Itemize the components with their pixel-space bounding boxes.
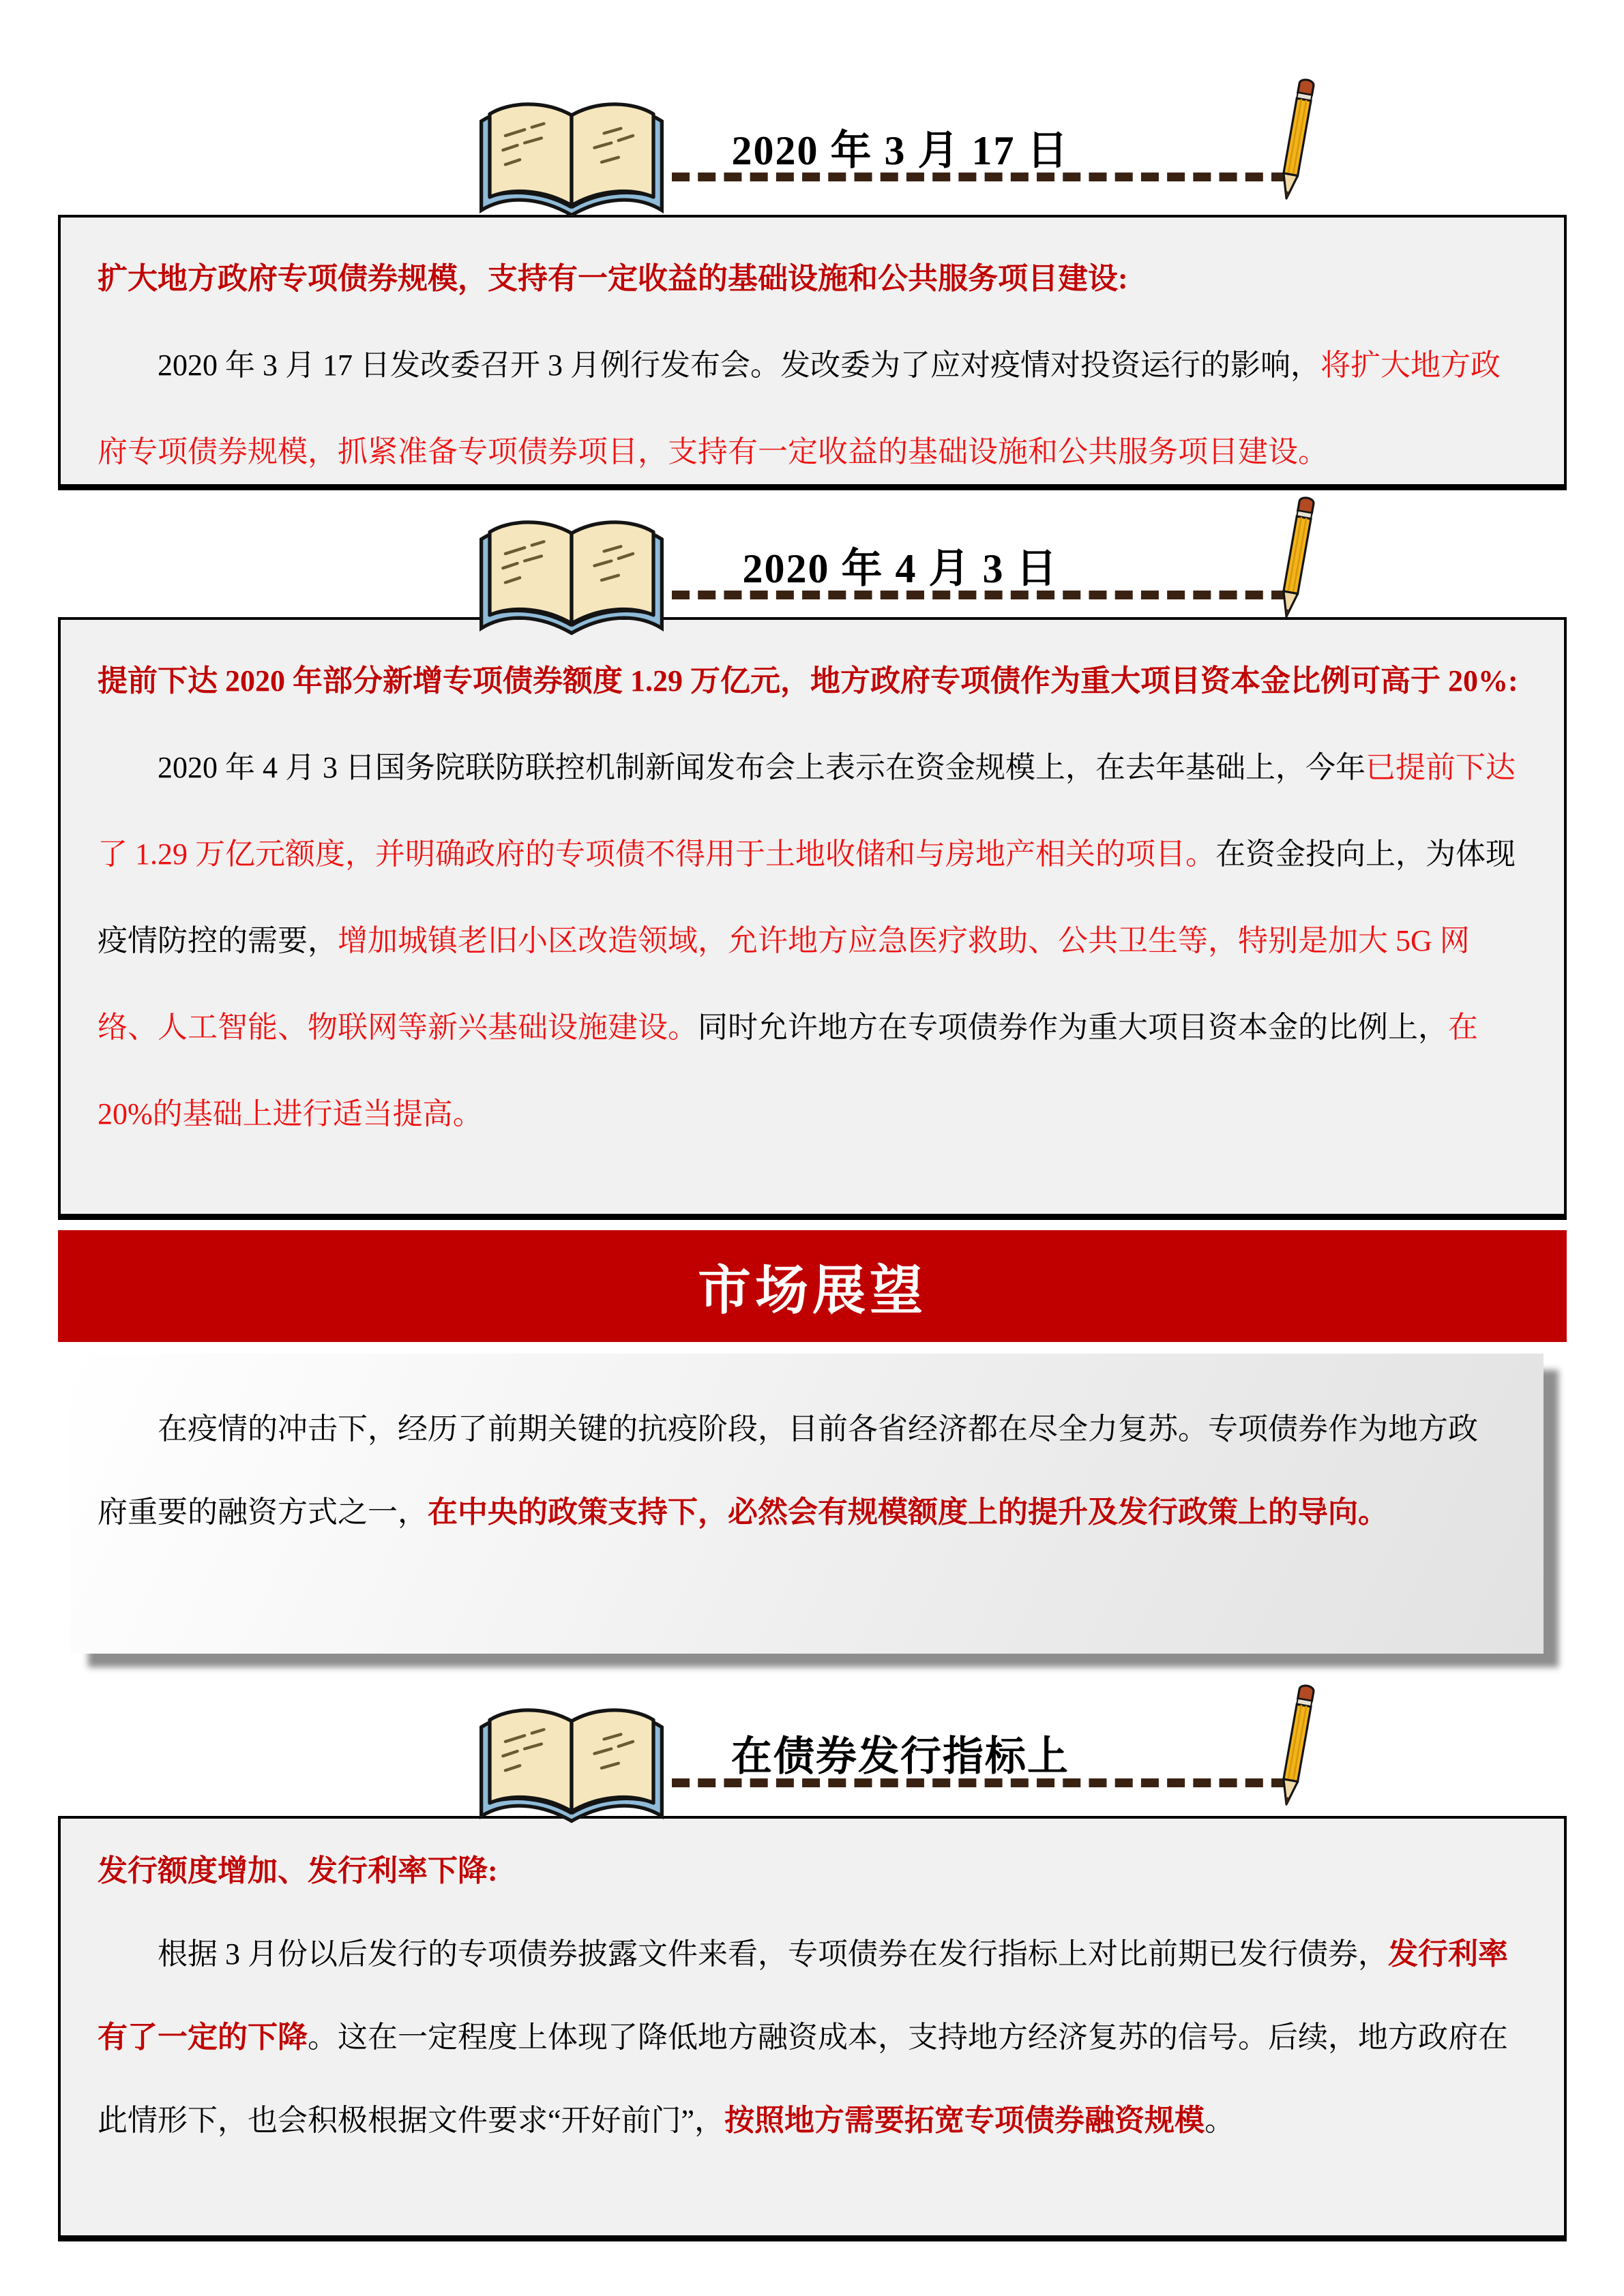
policy-box-april (58, 617, 1567, 1220)
text-run: 。 (1205, 2104, 1235, 2137)
text-run-highlight: 将扩大地方政府专项债券规模，抓紧准备专项债券项目，支持有一定收益的基础设施和公共服务项目建设。 (98, 348, 1501, 468)
open-book-icon (469, 510, 674, 643)
text-run: 同时允许地方在专项债券作为重大项目资本金的比例上， (698, 1011, 1448, 1044)
timeline-section-title: 在债券发行指标上 (731, 1734, 1069, 1779)
timeline-header-march (0, 78, 1624, 222)
timeline-date-title: 2020 年 4 月 3 日 (742, 546, 1059, 591)
text-run: 在疫情的冲击下，经历了前期关键的抗疫阶段，目前各省经济都在尽全力复苏。专项债券作为地方政府重要的融资方式之一， (98, 1412, 1478, 1529)
text-run: 在资金投向上，为体现疫情防控的需要， (98, 837, 1516, 957)
text-run: 2020 年 4 月 3 日国务院联防联控机制新闻发布会上表示在资金规模上，在去年基础上，今年 (158, 751, 1365, 784)
timeline-date-title: 2020 年 3 月 17 日 (731, 128, 1069, 173)
outlook-card (70, 1354, 1544, 1654)
outlook-paragraph (98, 1388, 1492, 1554)
market-outlook-banner (58, 1230, 1567, 1342)
policy-box-march (58, 215, 1567, 490)
text-run-highlight: 在中央的政策支持下，必然会有规模额度上的提升及发行政策上的导向。 (428, 1495, 1388, 1529)
open-book-icon (469, 92, 674, 225)
text-run: 根据 3 月份以后发行的专项债券披露文件来看，专项债券在发行指标上对比前期已发行债券， (158, 1937, 1388, 1971)
timeline-header-issuance (0, 1684, 1624, 1828)
pencil-icon (1254, 1680, 1339, 1817)
banner-title: 市场展望 (697, 1261, 927, 1320)
open-book-icon (469, 1698, 674, 1831)
text-run-highlight: 发行利率有了一定的下降 (98, 1937, 1508, 2054)
text-run-highlight: 增加城镇老旧小区改造领域，允许地方应急医疗救助、公共卫生等，特别是加大 5G 网络、人工智能、物联网等新兴基础设施建设。 (98, 924, 1470, 1044)
policy-box-issuance (58, 1816, 1567, 2241)
policy-box-paragraph (98, 724, 1527, 1157)
timeline-header-april (0, 496, 1624, 640)
text-run: 2020 年 3 月 17 日发改委召开 3 月例行发布会。发改委为了应对疫情对投资运行的影响， (158, 348, 1320, 382)
policy-box-heading: 提前下达 2020 年部分新增专项债券额度 1.29 万亿元，地方政府专项债作为重大项目资本金比例可高于 20%: (98, 664, 1518, 698)
text-run-highlight: 已提前下达了 1.29 万亿元额度，并明确政府的专项债不得用于土地收储和与房地产相关的项目。 (98, 751, 1516, 871)
policy-box-heading: 发行额度增加、发行利率下降: (98, 1854, 498, 1888)
policy-box-paragraph (98, 322, 1527, 495)
pencil-icon (1254, 492, 1339, 629)
pencil-icon (1254, 74, 1339, 211)
policy-box-heading: 扩大地方政府专项债券规模，支持有一定收益的基础设施和公共服务项目建设: (98, 262, 1128, 295)
text-run-highlight: 在 20%的基础上进行适当提高。 (98, 1011, 1478, 1131)
text-run: 。这在一定程度上体现了降低地方融资成本，支持地方经济复苏的信号。后续，地方政府在此情形下，也会积极根据文件要求“开好前门”， (98, 2021, 1508, 2137)
text-run-highlight: 按照地方需要拓宽专项债券融资规模 (724, 2104, 1205, 2137)
policy-box-paragraph (98, 1913, 1527, 2162)
